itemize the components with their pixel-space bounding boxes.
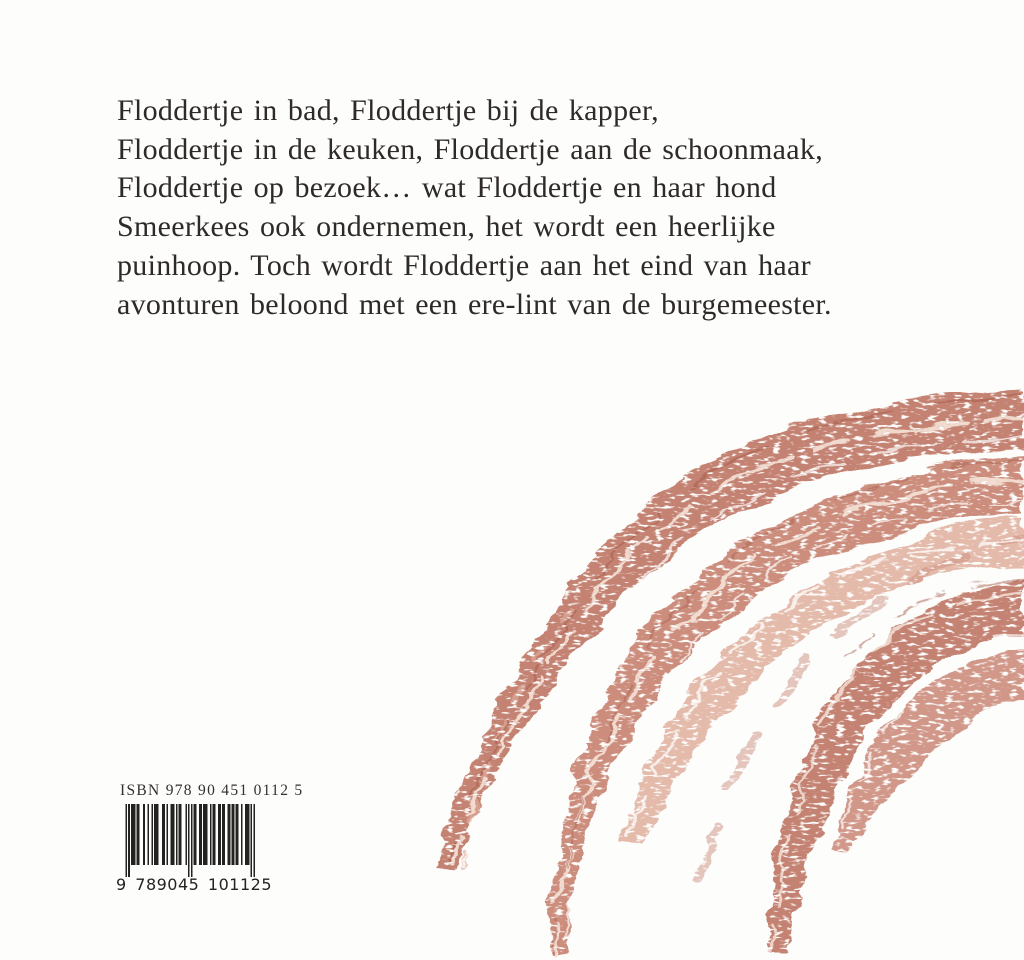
brush-stroke-main (548, 456, 1024, 954)
isbn-label: ISBN 978 90 451 0112 5 (120, 782, 304, 799)
brush-fills (437, 388, 1024, 954)
barcode (124, 804, 256, 878)
brush-stroke-top (437, 388, 1024, 868)
brush-stroke-cross (700, 538, 1024, 880)
brush-stroke-wisp (462, 596, 580, 866)
blurb-line-6: avonturen beloond met een ere-lint van de burgemeester. (117, 287, 832, 321)
blurb-text (117, 92, 832, 324)
barcode-digits: 9 789045 101125 (116, 875, 273, 894)
brush-stroke-lower (768, 578, 1024, 950)
blurb-line-4: Smeerkees ook ondernemen, het wordt een heerlijke (117, 210, 776, 244)
brush-streaks (448, 396, 1024, 955)
brush-stroke-right (832, 646, 1024, 854)
blurb-line-5: puinhoop. Toch wordt Floddertje aan het eind van haar (117, 248, 811, 282)
blurb-line-3: Floddertje op bezoek… wat Floddertje en haar hond (117, 171, 777, 205)
blurb-line-1: Floddertje in bad, Floddertje bij de kapper, (117, 94, 659, 127)
blurb-line-2: Floddertje in de keuken, Floddertje aan de schoonmaak, (117, 132, 824, 166)
brush-stroke-middle (622, 520, 1024, 847)
